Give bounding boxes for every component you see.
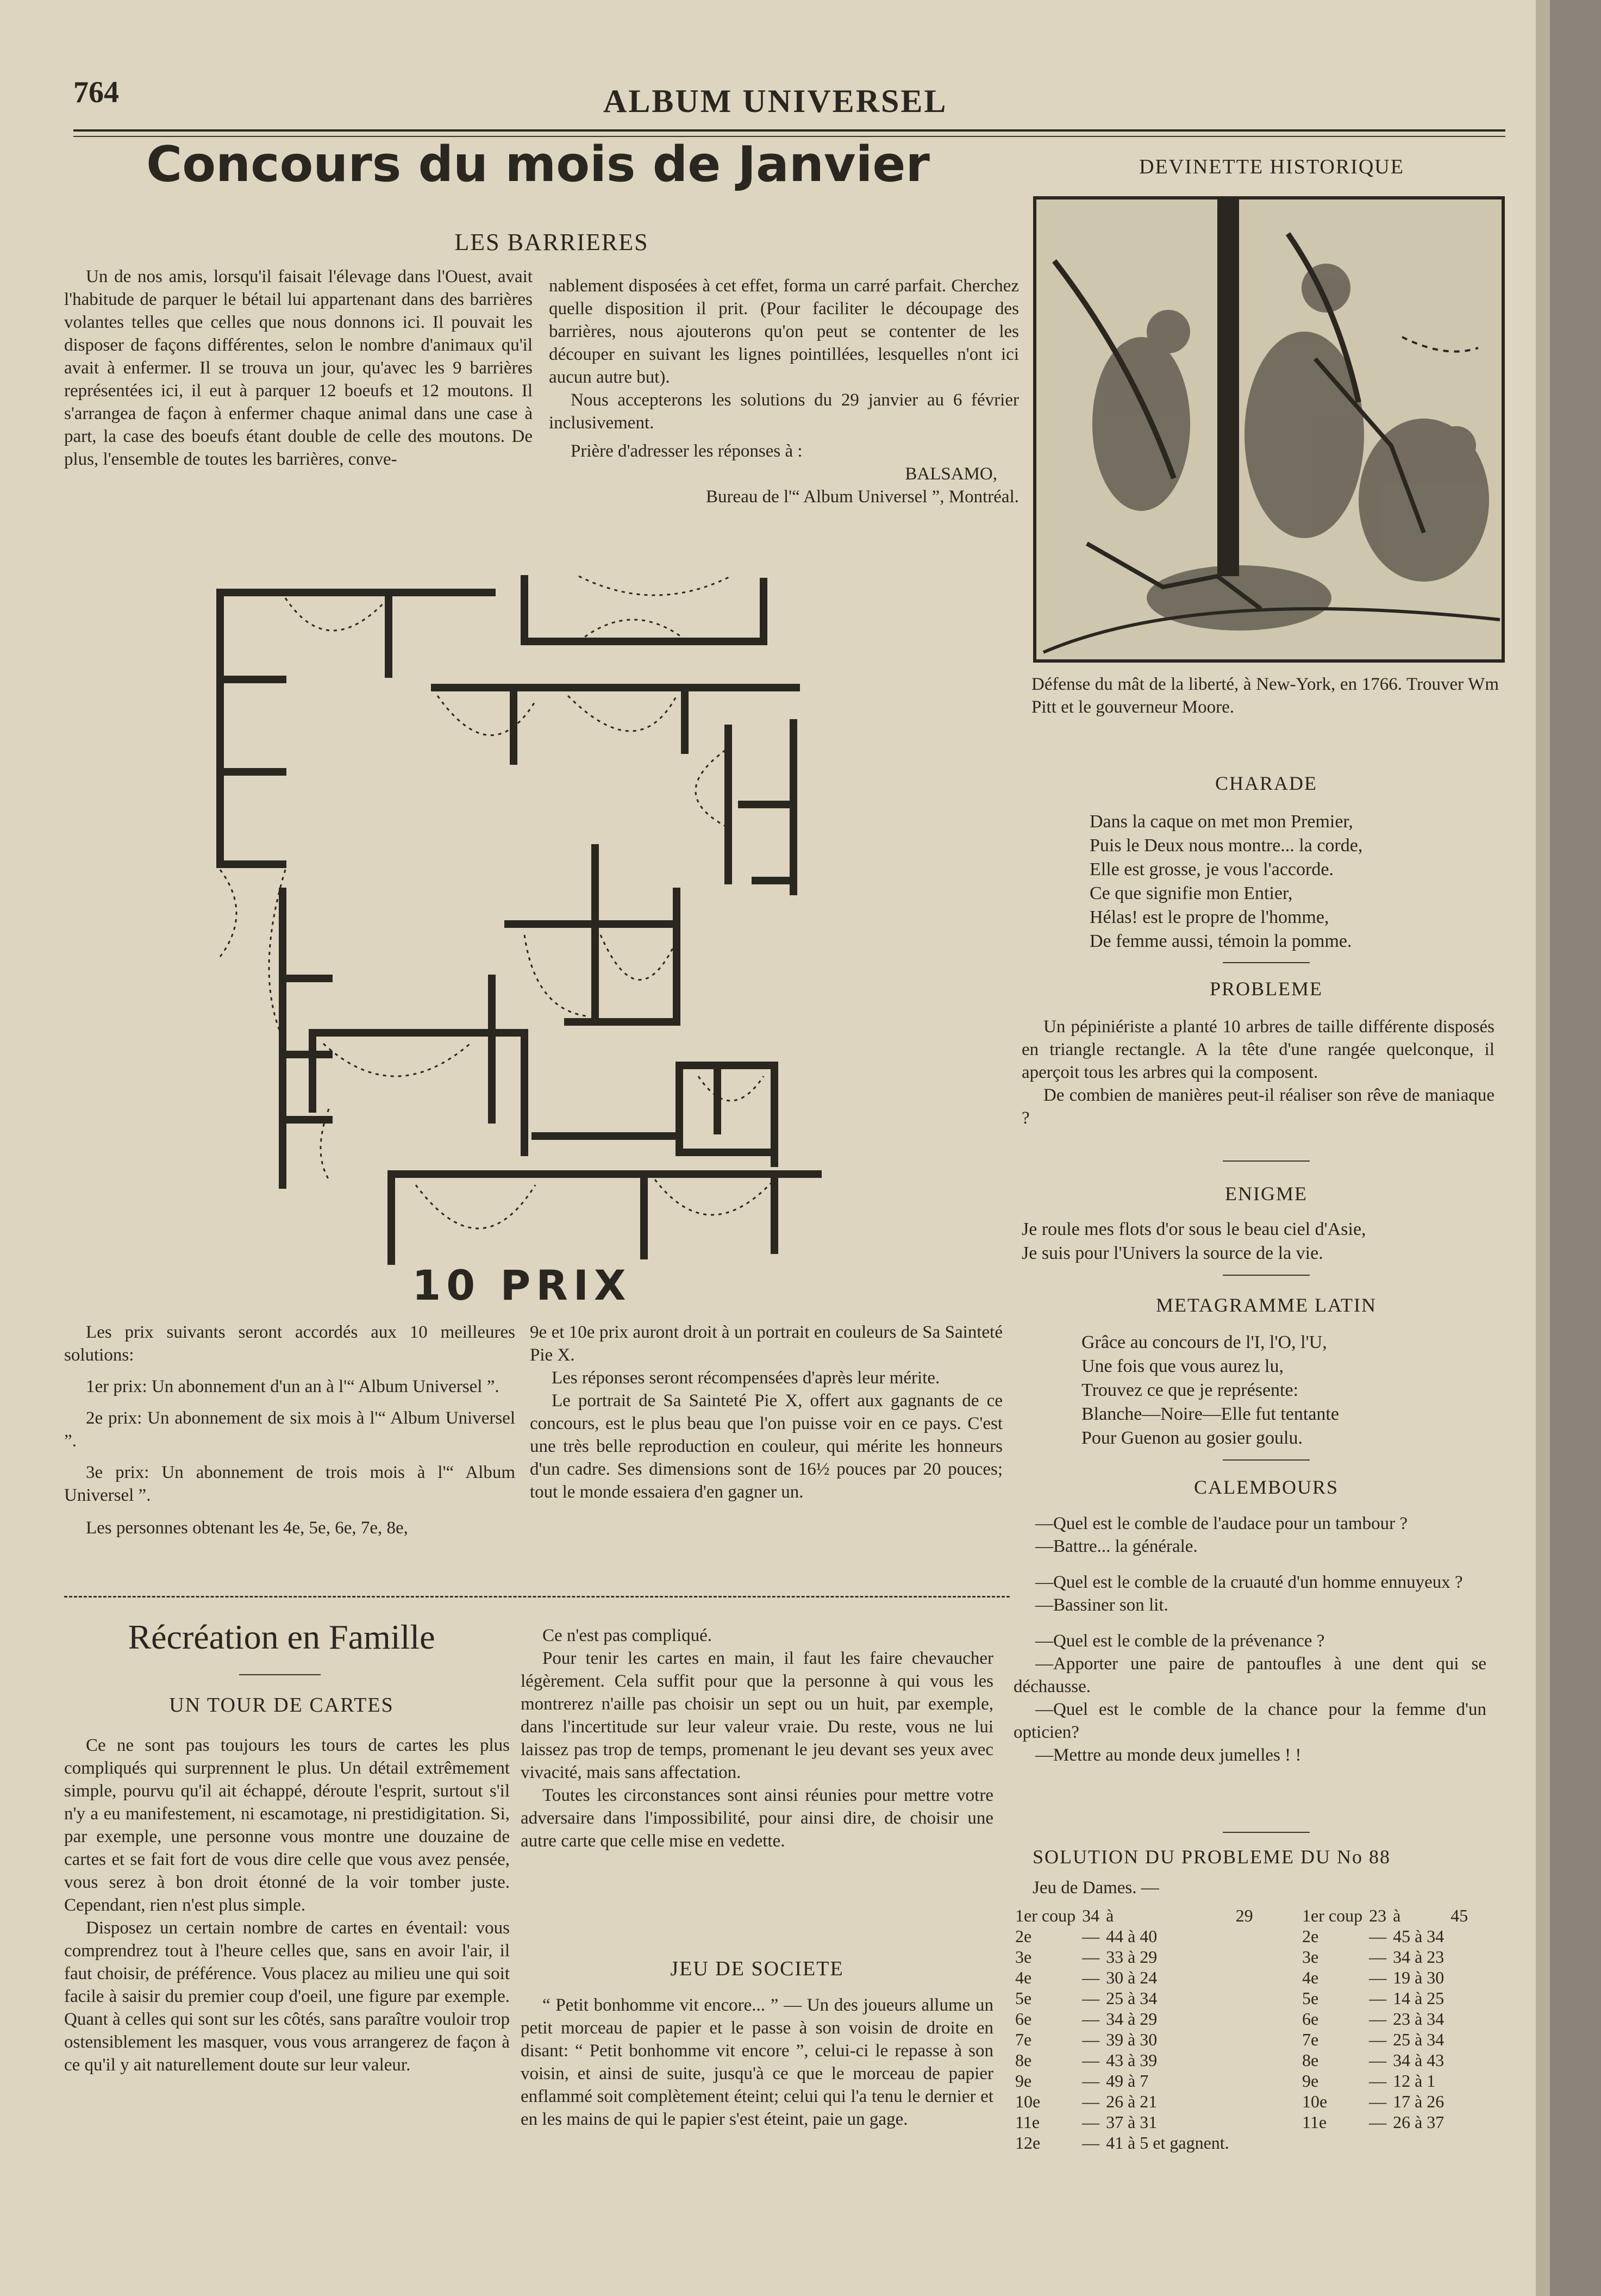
recreation-col2: Ce n'est pas compliqué. Pour tenir les cartes en main, il faut les faire chevaucher légèrement. Cela suffit pour que la personne à qui vous les montrerez n'aille pas choisir un sept ou un huit, par exemple, dans l'incertitude sur leur valeur vraie. Du reste, vous ne lui laissez pas trop de temps, promenant le jeu devant ses yeux avec vivacité, mais sans affectation. Toutes les circonstances sont ainsi réunies pour mettre votre adversaire dans l'impossibilité, pour ainsi dire, de choisir une autre carte que celle mise en vedette. (521, 1626, 993, 1851)
move-cell: 49 à 7 (1106, 2071, 1149, 2091)
move-row (1012, 2070, 1256, 2091)
move-cell: — (1369, 1988, 1387, 2008)
recreation-subtitle: UN TOUR DE CARTES (169, 1694, 394, 1717)
jeu-title: JEU DE SOCIETE (670, 1957, 844, 1980)
rule (1223, 1161, 1310, 1162)
prize-banner: 10 PRIX (412, 1261, 631, 1309)
move-cell: 25 à 34 (1106, 1988, 1158, 2008)
move-cell: — (1082, 2050, 1100, 2070)
move-cell: 23 (1369, 1906, 1387, 1925)
move-cell (1447, 1967, 1471, 1988)
rule (1223, 962, 1310, 963)
move-cell: 25 à 34 (1393, 2030, 1444, 2049)
move-cell (1233, 1926, 1256, 1946)
move-cell: 43 à 39 (1106, 2050, 1158, 2070)
move-row (1299, 2112, 1471, 2132)
move-cell: — (1369, 2112, 1387, 2132)
engraving-liberty-pole (1033, 196, 1505, 663)
move-cell: — (1369, 2030, 1387, 2049)
move-cell: 34 à 23 (1393, 1947, 1444, 1967)
move-cell: — (1369, 1947, 1387, 1967)
devinette-title: DEVINETTE HISTORIQUE (1139, 155, 1404, 178)
move-row (1299, 1967, 1471, 1988)
prizes-col2: 9e et 10e prix auront droit à un portrait en couleurs de Sa Sainteté Pie X. Les réponses seront récompensées d'après leur mérite. Le portrait de Sa Sainteté Pie X, offert aux gagnants de ce concours, est le plus beau que l'on puisse voir en ce pays. C'est une très belle reproduction en couleur, qui mérite les honneurs d'un cadre. Ses dimensions sont de 16½ pouces par 20 pouces; tout le monde essaiera d'en gagner un. (530, 1322, 1003, 1502)
move-cell: 37 à 31 (1106, 2112, 1158, 2132)
move-cell: 26 à 37 (1393, 2112, 1444, 2132)
recreation-title: Récréation en Famille (128, 1618, 435, 1656)
move-cell: — (1369, 1926, 1387, 1946)
solution-title: SOLUTION DU PROBLEME DU No 88 (1033, 1846, 1391, 1868)
move-cell (1447, 2112, 1471, 2132)
move-cell: 7e (1302, 2030, 1319, 2049)
move-row (1299, 2029, 1471, 2050)
move-cell: — (1082, 1988, 1100, 2008)
move-cell: 5e (1015, 1988, 1032, 2008)
move-cell: 9e (1302, 2071, 1319, 2091)
move-cell: 8e (1015, 2050, 1032, 2070)
header-rule (73, 129, 1505, 132)
move-cell: — (1082, 1926, 1100, 1946)
masthead: ALBUM UNIVERSEL (603, 83, 948, 119)
move-cell: 12 à 1 (1393, 2071, 1436, 2091)
move-cell: — (1082, 2112, 1100, 2132)
solution-moves-right (1299, 1905, 1471, 2132)
move-cell: 11e (1302, 2112, 1327, 2132)
move-cell: 10e (1302, 2092, 1328, 2111)
move-row (1012, 2112, 1256, 2132)
move-cell: 4e (1015, 1968, 1032, 1987)
enigme-poem: Je roule mes flots d'or sous le beau ciel d'Asie, Je suis pour l'Univers la source de la vie. (1022, 1219, 1366, 1263)
move-row (1012, 1946, 1256, 1967)
metagramme-title: METAGRAMME LATIN (1155, 1294, 1377, 1316)
move-cell (1233, 1967, 1256, 1988)
move-row (1012, 2029, 1256, 2050)
move-cell: 6e (1015, 2009, 1032, 2029)
solution-sub: Jeu de Dames. — (1033, 1878, 1159, 1898)
move-row (1012, 1926, 1256, 1946)
move-cell: 30 à 24 (1106, 1968, 1158, 1987)
move-cell: 26 à 21 (1106, 2092, 1158, 2111)
rule (239, 1674, 321, 1675)
signature-name: BALSAMO, (905, 464, 997, 484)
move-cell (1233, 2112, 1256, 2132)
move-cell: 8e (1302, 2050, 1319, 2070)
move-row (1012, 2091, 1256, 2112)
move-cell: à (1393, 1906, 1401, 1925)
move-cell (1233, 2132, 1256, 2153)
move-cell: 10e (1015, 2092, 1041, 2111)
move-row (1012, 1967, 1256, 1988)
move-cell: 23 à 34 (1393, 2009, 1444, 2029)
contest-col1: Un de nos amis, lorsqu'il faisait l'élevage dans l'Ouest, avait l'habitude de parquer le bétail lui appartenant dans des barrières volantes telles que celles que nous donnons ici. Il pouvait les disposer de façons différentes, selon le nombre d'animaux qu'il avait à enfermer. Il se trouva un jour, qu'avec les 9 barrières représentées ici, il eut à parquer 12 boeufs et 12 moutons. Il s'arrangea de façon à enfermer chaque animal dans une case à part, la case des boeufs étant double de celle des moutons. De plus, l'ensemble de toutes les barrières, conve- (64, 267, 533, 469)
jeu-text: “ Petit bonhomme vit encore... ” — Un des joueurs allume un petit morceau de papier et le passe à son voisin de droite en disant: “ Petit bonhomme vit encore ”, celui-ci le repasse à son voisin, et ainsi de suite, jusqu'à ce que le morceau de papier enflammé soit complètement éteint; celui qui l'a tenu le dernier et en les mains de qui le papier s'est éteint, paie un gage. (521, 1995, 993, 2129)
solution-moves-left (1012, 1905, 1256, 2153)
calembours-title: CALEMBOURS (1193, 1476, 1339, 1498)
move-cell: 44 à 40 (1106, 1926, 1158, 1946)
charade-poem: Dans la caque on met mon Premier, Puis le Deux nous montre... la corde, Elle est grosse, je vous l'accorde. Ce que signifie mon Entier, Hélas! est le propre de l'homme, De femme aussi, témoin la pomme. (1090, 812, 1363, 951)
next-page-edge (1550, 0, 1601, 2296)
move-cell (1233, 2029, 1256, 2050)
move-cell: 7e (1015, 2030, 1032, 2049)
move-cell: 29 (1235, 1906, 1253, 1925)
move-cell: 2e (1015, 1926, 1032, 1946)
move-cell (1233, 2091, 1256, 2112)
move-row (1299, 2070, 1471, 2091)
probleme-text: Un pépiniériste a planté 10 arbres de taille différente disposés en triangle rectangle. A la tête d'une rangée quelconque, il aperçoit tous les arbres qui la composent. De combien de manières peut-il réaliser son rêve de maniaque ? (1022, 1017, 1494, 1128)
move-row (1299, 1988, 1471, 2008)
recreation-col1: Ce ne sont pas toujours les tours de cartes les plus compliqués qui surprennent le plus. Un détail extrêmement simple, pourvu qu'il ait échappé, déroute l'esprit, surtout s'il n'y a eu manifestement, ni escamotage, ni prestidigitation. Si, par exemple, une personne vous montre une douzaine de cartes et se fait fort de vous dire celle que vous avez pensée, vous serez à bon droit étonné de la voir tomber juste. Cependant, rien n'est plus simple. Disposez un certain nombre de cartes en éventail: vous comprendrez tout à l'heure celles que, sans en avoir l'air, il faut choisir, de préférence. Vous placez au milieu une qui soit facile à saisir du premier coup d'oeil, une figure par exemple. Quant à celles qui sont sur les côtés, sans paraître vouloir trop ostensiblement les masquer, vous vous arrangerez de façon à ce qu'il y ait naturellement doute sur leur valeur. (64, 1736, 510, 2075)
contest-col2: nablement disposées à cet effet, forma un carré parfait. Cherchez quelle disposition il prit. (Pour faciliter le découpage des barrières, nous ajouterons qu'on peut se contenter de les découper en suivant les lignes pointillées, lesquelles n'ont ici aucun autre but). Nous accepterons les solutions du 29 janvier au 6 février inclusivement. Prière d'adresser les réponses à : BALSAMO, Bureau de l'“ Album Universel ”, Montréal. (549, 274, 1019, 508)
move-cell (1447, 1988, 1471, 2008)
contest-subtitle: LES BARRIERES (454, 229, 649, 255)
enigme-title: ENIGME (1225, 1183, 1308, 1205)
move-row (1012, 2132, 1256, 2153)
move-cell: — (1082, 1947, 1100, 1967)
move-cell (1233, 1988, 1256, 2008)
move-cell: — (1369, 2009, 1387, 2029)
move-cell: 41 à 5 et gagnent. (1106, 2133, 1229, 2152)
move-row (1012, 2008, 1256, 2029)
move-cell (1447, 2029, 1471, 2050)
move-cell: 6e (1302, 2009, 1319, 2029)
calembours-list: —Quel est le comble de l'audace pour un tambour ? —Battre... la générale. —Quel est le comble de la cruauté d'un homme ennuyeux ? —Bassiner son lit. —Quel est le comble de la prévenance ? —Apporter une paire de pantoufles à une dent qui se déchausse. —Quel est le comble de la chance pour la femme d'un opticien? —Mettre au monde deux jumelles ! ! (1014, 1514, 1486, 1765)
move-cell: 5e (1302, 1988, 1319, 2008)
rule (1223, 1275, 1310, 1276)
move-cell: 34 à 29 (1106, 2009, 1158, 2029)
move-cell: — (1369, 2050, 1387, 2070)
move-cell: 19 à 30 (1393, 1968, 1444, 1987)
move-row (1299, 2008, 1471, 2029)
probleme-title: PROBLEME (1209, 978, 1323, 1000)
move-cell: 2e (1302, 1926, 1319, 1946)
move-cell (1233, 2070, 1256, 2091)
move-cell: 14 à 25 (1393, 1988, 1444, 2008)
move-row (1012, 1905, 1256, 1926)
charade-title: CHARADE (1215, 772, 1317, 794)
move-cell: — (1082, 2092, 1100, 2111)
move-cell: 1er coup (1302, 1906, 1363, 1925)
prizes-col1: Les prix suivants seront accordés aux 10 meilleures solutions: 1er prix: Un abonnement d'un an à l'“ Album Universel ”. 2e prix: Un abonnement de six mois à l'“ Album Universel ”. 3e prix: Un abonnement de trois mois à l'“ Album Universel ”. Les personnes obtenant les 4e, 5e, 6e, 7e, 8e, (64, 1322, 515, 1538)
move-cell (1447, 1946, 1471, 1967)
move-cell: 33 à 29 (1106, 1947, 1158, 1967)
rule (1223, 1832, 1310, 1833)
move-cell: — (1369, 2092, 1387, 2111)
move-cell: — (1082, 2071, 1100, 2091)
move-cell: — (1369, 2071, 1387, 2091)
move-row (1299, 2091, 1471, 2112)
move-cell: 39 à 30 (1106, 2030, 1158, 2049)
move-cell: 12e (1015, 2133, 1041, 2152)
move-cell: 9e (1015, 2071, 1032, 2091)
rule (1223, 1459, 1310, 1461)
move-cell: — (1369, 1968, 1387, 1987)
move-cell (1233, 2050, 1256, 2070)
move-cell: 4e (1302, 1968, 1319, 1987)
move-cell: 3e (1015, 1947, 1032, 1967)
move-cell: 17 à 26 (1393, 2092, 1444, 2111)
move-row (1012, 1988, 1256, 2008)
move-cell: 34 (1082, 1906, 1100, 1925)
move-row (1299, 2050, 1471, 2070)
move-cell (1447, 1926, 1471, 1946)
move-cell: 1er coup (1015, 1906, 1076, 1925)
move-row (1012, 2050, 1256, 2070)
move-cell: — (1082, 2133, 1100, 2152)
move-cell: — (1082, 1968, 1100, 1987)
move-cell (1233, 1946, 1256, 1967)
move-cell (1447, 2008, 1471, 2029)
move-cell: 34 à 43 (1393, 2050, 1444, 2070)
move-row (1299, 1926, 1471, 1946)
signature-address: Bureau de l'“ Album Universel ”, Montréal. (706, 487, 1019, 507)
metagramme-poem: Grâce au concours de l'I, l'O, l'U, Une fois que vous aurez lu, Trouvez ce que je représente: Blanche—Noire—Elle fut tentante Pour Guenon au gosier goulu. (1081, 1332, 1339, 1448)
contest-title: Concours du mois de Janvier (146, 136, 930, 193)
move-cell (1447, 2050, 1471, 2070)
move-cell (1447, 2091, 1471, 2112)
page-gutter (1536, 0, 1550, 2296)
move-row (1299, 1905, 1471, 1926)
move-cell: — (1082, 2030, 1100, 2049)
move-cell: 11e (1015, 2112, 1040, 2132)
page-number: 764 (73, 76, 119, 109)
move-cell: 45 à 34 (1393, 1926, 1444, 1946)
wavy-separator (64, 1596, 1010, 1598)
devinette-caption: Défense du mât de la liberté, à New-York, en 1766. Trouver Wm Pitt et le gouverneur Moore. (1031, 675, 1499, 717)
move-cell: à (1106, 1906, 1114, 1925)
move-cell: — (1082, 2009, 1100, 2029)
fences-puzzle-illustration (187, 565, 894, 1266)
move-row (1299, 1946, 1471, 1967)
move-cell: 3e (1302, 1947, 1319, 1967)
move-cell (1233, 2008, 1256, 2029)
move-cell: 45 (1450, 1906, 1468, 1925)
move-cell (1447, 2070, 1471, 2091)
